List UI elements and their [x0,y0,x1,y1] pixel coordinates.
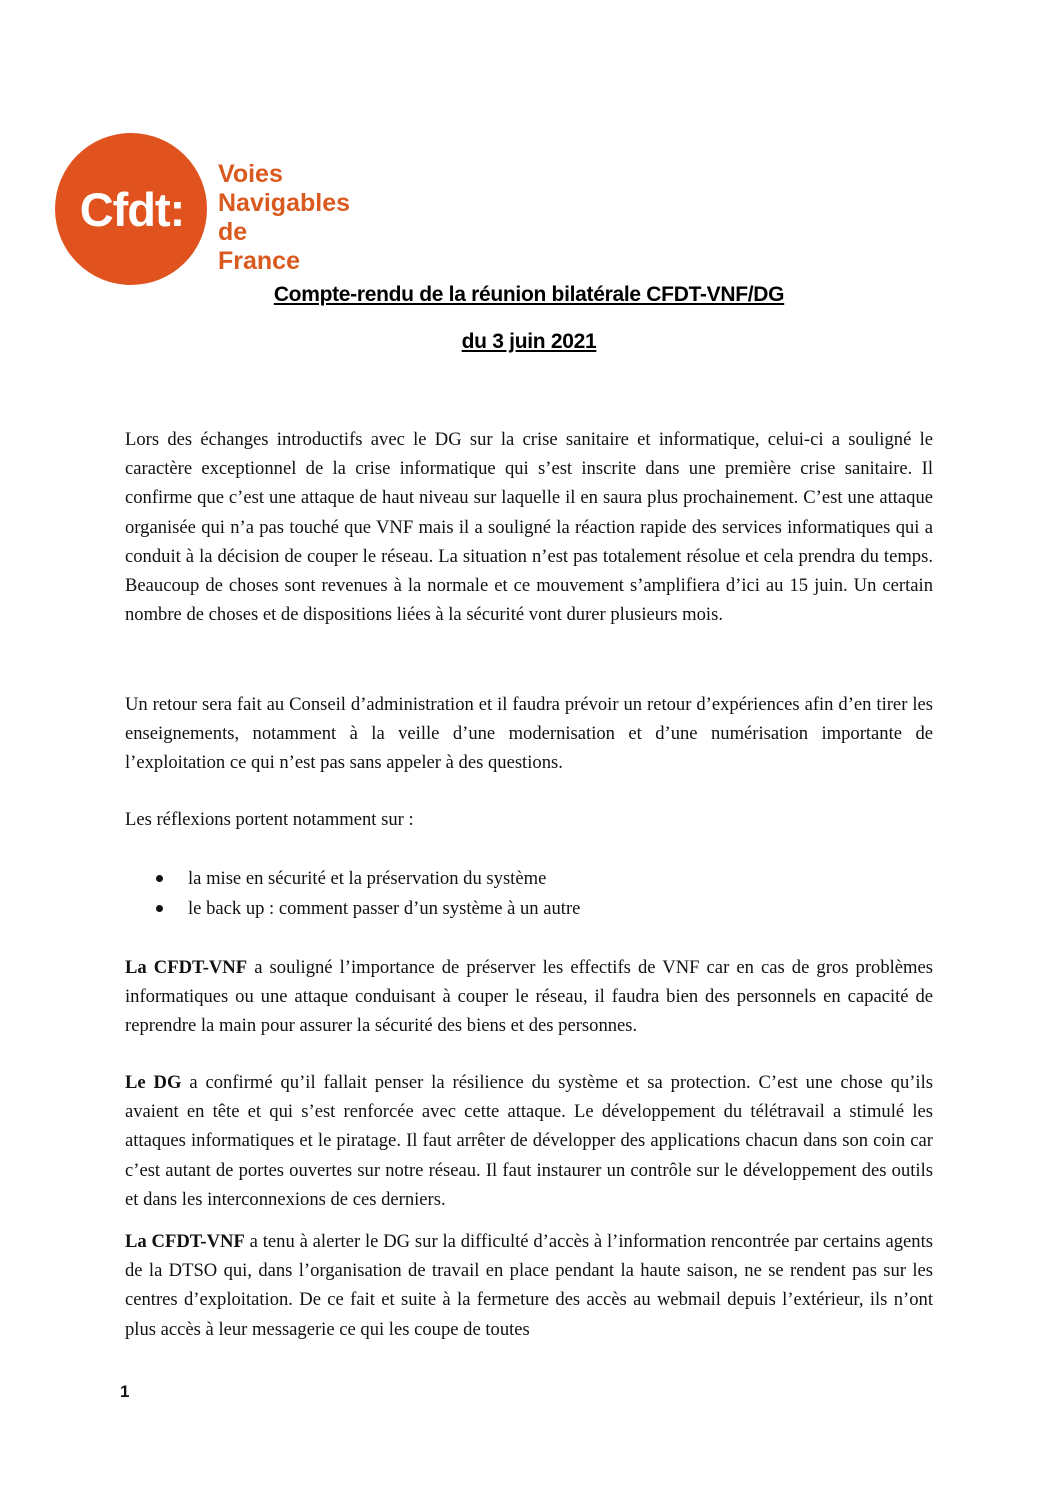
page-number: 1 [120,1382,130,1401]
paragraph-cfdt-acces [125,1227,933,1344]
paragraph-text: a souligné l’importance de préserver les effectifs de VNF car en cas de gros problèmes informatiques ou une attaque conduisant à couper le réseau, il faudra bien des personnels en capacité de reprendre la main pour assurer la sécurité des biens et des personnes. [125,957,933,1037]
paragraph-dg-resilience [125,1068,933,1214]
cfdt-logo-mark: Cfdt: [79,182,185,236]
speaker-label: Le DG [125,1072,182,1093]
logo-line-3: France [218,247,300,275]
bullet-icon [156,905,163,912]
speaker-label: La CFDT-VNF [125,1231,245,1252]
reflexions-list [125,864,580,923]
document-title: Compte-rendu de la réunion bilatérale CFDT-VNF/DG [273,283,785,306]
paragraph-text: a confirmé qu’il fallait penser la résilience du système et sa protection. C’est une chose qu’ils avaient en tête et qui s’est renforcée avec cette attaque. Le développement du télétravail a stimulé les attaques informatiques et le piratage. Il faut arrêter de développer des applications chacun dans son coin car c’est autant de portes ouvertes sur notre réseau. Il faut instaurer un contrôle sur le développement des outils et dans les interconnexions de ces derniers. [125,1072,933,1210]
list-item-text: la mise en sécurité et la préservation du système [188,868,547,889]
paragraph-intro: Lors des échanges introductifs avec le DG sur la crise sanitaire et informatique, celui-ci a souligné le caractère exceptionnel de la crise informatique qui s’est inscrite dans une première crise sanitaire. Il confirme que c’est une attaque de haut niveau sur laquelle il en saura plus prochainement. C’est une attaque organisée qui n’a pas touché que VNF mais il a souligné la réaction rapide des services informatiques qui a conduit à la décision de couper le réseau. La situation n’est pas totalement résolue et cela prendra du temps. Beaucoup de choses sont revenues à la normale et ce mouvement s’amplifiera d’ici au 15 juin. Un certain nombre de choses et de dispositions liées à la sécurité vont durer plusieurs mois. [125,429,933,626]
paragraph-retour: Un retour sera fait au Conseil d’administration et il faudra prévoir un retour d’expériences afin d’en tirer les enseignements, notamment à la veille d’une modernisation et d’une numérisation importante de l’exploitation ce qui n’est pas sans appeler à des questions. [125,694,933,774]
logo-line-2: Navigables de [218,189,351,246]
list-item-text: le back up : comment passer d’un système à un autre [188,897,581,919]
list-item [125,894,580,924]
logo-org-name [218,160,385,276]
paragraph-text: a tenu à alerter le DG sur la difficulté d’accès à l’information rencontrée par certains agents de la DTSO qui, dans l’organisation de travail en place pendant la haute saison, ne se rendent pas sur les centres d’exploitation. De ce fait et suite à la fermeture des accès au webmail depuis l’extérieur, ils n’ont plus accès à leur messagerie ce qui les coupe de toutes [125,1231,933,1340]
document-date: du 3 juin 2021 [461,330,597,353]
speaker-label: La CFDT-VNF [125,957,248,978]
cfdt-vnf-logo [55,133,385,288]
cfdt-logo-circle [55,133,207,285]
paragraph-cfdt-effectifs [125,953,933,1041]
bullet-icon [156,875,163,882]
paragraph-reflexions: Les réflexions portent notamment sur : [125,809,414,830]
logo-line-1: Voies [218,160,283,188]
list-item [125,864,580,894]
